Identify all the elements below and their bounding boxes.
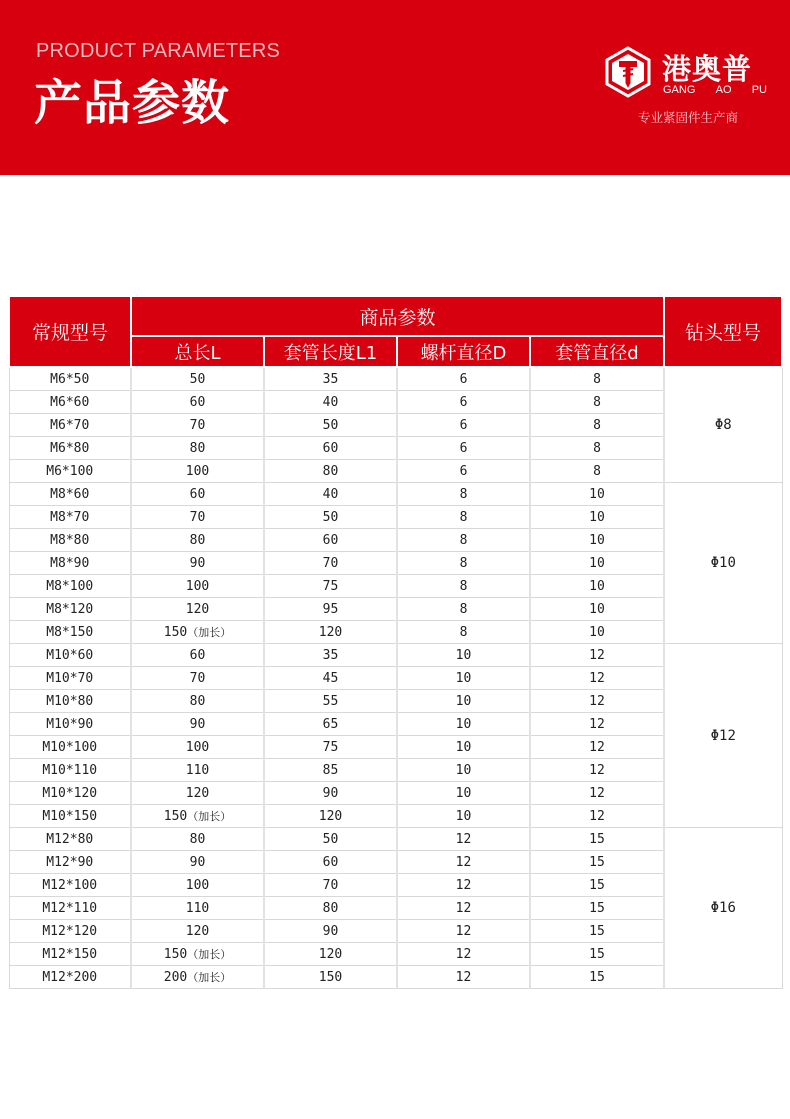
brand-name-en-part: AO (715, 84, 732, 96)
sleeve-length-cell: 65 (264, 713, 397, 736)
model-cell: M10*80 (9, 690, 131, 713)
total-length-cell (131, 483, 264, 506)
sleeve-length-cell: 75 (264, 736, 397, 759)
total-length-cell (131, 828, 264, 851)
total-length-value: 60 (189, 486, 206, 502)
bolt-diameter-cell: 8 (397, 621, 530, 644)
sleeve-length-cell: 60 (264, 851, 397, 874)
sleeve-diameter-cell: 10 (530, 621, 664, 644)
sleeve-diameter-cell: 10 (530, 598, 664, 621)
total-length-cell (131, 782, 264, 805)
total-length-value: 70 (189, 417, 206, 433)
total-length-value: 150 (163, 625, 188, 640)
model-cell: M6*100 (9, 460, 131, 483)
total-length-value: 100 (185, 739, 210, 755)
brand-name-en-part: PU (751, 84, 767, 96)
total-length-cell (131, 506, 264, 529)
header-product-params: 商品参数 (131, 296, 664, 336)
model-cell: M10*60 (9, 644, 131, 667)
sleeve-length-cell: 80 (264, 460, 397, 483)
bolt-diameter-cell: 6 (397, 367, 530, 391)
total-length-cell (131, 874, 264, 897)
total-length-value: 50 (189, 371, 206, 387)
bolt-diameter-cell: 12 (397, 874, 530, 897)
sleeve-diameter-cell: 12 (530, 782, 664, 805)
sleeve-diameter-cell: 12 (530, 713, 664, 736)
brand-tagline: 专业紧固件生产商 (638, 110, 739, 125)
total-length-cell (131, 759, 264, 782)
sleeve-length-cell: 70 (264, 552, 397, 575)
total-length-value: 70 (189, 509, 206, 525)
total-length-value: 60 (189, 394, 206, 410)
bolt-diameter-cell: 8 (397, 506, 530, 529)
model-cell: M12*120 (9, 920, 131, 943)
total-length-value: 110 (185, 762, 210, 778)
model-cell: M10*120 (9, 782, 131, 805)
total-length-value: 90 (189, 854, 206, 870)
total-length-cell (131, 460, 264, 483)
sleeve-length-cell: 60 (264, 529, 397, 552)
total-length-cell (131, 414, 264, 437)
sleeve-diameter-cell: 8 (530, 367, 664, 391)
sleeve-diameter-cell: 12 (530, 805, 664, 828)
model-cell: M10*100 (9, 736, 131, 759)
total-length-value: 200 (163, 970, 188, 985)
model-cell: M12*150 (9, 943, 131, 966)
table-row (9, 828, 782, 851)
total-length-cell (131, 690, 264, 713)
header-regular-model: 常规型号 (9, 296, 131, 367)
model-cell: M12*100 (9, 874, 131, 897)
total-length-cell (131, 529, 264, 552)
sleeve-diameter-cell: 10 (530, 575, 664, 598)
sleeve-length-cell: 85 (264, 759, 397, 782)
sleeve-length-cell: 50 (264, 828, 397, 851)
model-cell: M6*70 (9, 414, 131, 437)
table-row (9, 483, 782, 506)
total-length-value: 90 (189, 716, 206, 732)
sleeve-length-cell: 120 (264, 805, 397, 828)
total-length-cell (131, 897, 264, 920)
sleeve-length-cell: 60 (264, 437, 397, 460)
bolt-diameter-cell: 6 (397, 414, 530, 437)
sleeve-diameter-cell: 15 (530, 874, 664, 897)
sleeve-diameter-cell: 12 (530, 759, 664, 782)
total-length-cell (131, 575, 264, 598)
sleeve-diameter-cell: 15 (530, 920, 664, 943)
bolt-diameter-cell: 12 (397, 897, 530, 920)
bolt-diameter-cell: 6 (397, 391, 530, 414)
total-length-cell (131, 736, 264, 759)
sleeve-length-cell: 80 (264, 897, 397, 920)
table-row (9, 367, 782, 391)
total-length-cell (131, 713, 264, 736)
total-length-value: 80 (189, 440, 206, 456)
model-cell: M12*80 (9, 828, 131, 851)
sleeve-length-cell: 40 (264, 483, 397, 506)
table-row (9, 644, 782, 667)
total-length-value: 120 (185, 785, 210, 801)
sleeve-length-cell: 45 (264, 667, 397, 690)
sleeve-length-cell: 40 (264, 391, 397, 414)
banner-subtitle: PRODUCT PARAMETERS (36, 40, 281, 62)
total-length-value: 100 (185, 463, 210, 479)
extended-note: （加长） (187, 810, 232, 823)
bolt-diameter-cell: 12 (397, 966, 530, 989)
extended-note: （加长） (187, 626, 232, 639)
model-cell: M8*70 (9, 506, 131, 529)
bolt-diameter-cell: 10 (397, 759, 530, 782)
model-cell: M6*50 (9, 367, 131, 391)
sleeve-diameter-cell: 8 (530, 460, 664, 483)
model-cell: M10*150 (9, 805, 131, 828)
sleeve-length-cell: 120 (264, 943, 397, 966)
total-length-value: 150 (163, 809, 188, 824)
model-cell: M12*200 (9, 966, 131, 989)
sleeve-diameter-cell: 8 (530, 391, 664, 414)
sleeve-length-cell: 55 (264, 690, 397, 713)
bolt-diameter-cell: 6 (397, 460, 530, 483)
sleeve-length-cell: 75 (264, 575, 397, 598)
drill-model-cell: Φ12 (664, 644, 782, 828)
header-bolt-diameter: 螺杆直径D (397, 336, 530, 367)
sleeve-diameter-cell: 12 (530, 690, 664, 713)
total-length-cell (131, 598, 264, 621)
sleeve-length-cell: 50 (264, 506, 397, 529)
bolt-diameter-cell: 8 (397, 575, 530, 598)
total-length-cell (131, 966, 264, 989)
total-length-cell (131, 943, 264, 966)
model-cell: M8*90 (9, 552, 131, 575)
total-length-value: 80 (189, 831, 206, 847)
total-length-cell (131, 667, 264, 690)
sleeve-diameter-cell: 15 (530, 828, 664, 851)
model-cell: M8*60 (9, 483, 131, 506)
bolt-diameter-cell: 6 (397, 437, 530, 460)
model-cell: M10*70 (9, 667, 131, 690)
sleeve-diameter-cell: 15 (530, 943, 664, 966)
header-drill-model: 钻头型号 (664, 296, 782, 367)
sleeve-length-cell: 150 (264, 966, 397, 989)
total-length-cell (131, 920, 264, 943)
sleeve-diameter-cell: 10 (530, 506, 664, 529)
bolt-diameter-cell: 10 (397, 667, 530, 690)
bolt-diameter-cell: 10 (397, 713, 530, 736)
sleeve-length-cell: 50 (264, 414, 397, 437)
total-length-cell (131, 851, 264, 874)
bolt-diameter-cell: 8 (397, 483, 530, 506)
model-cell: M8*150 (9, 621, 131, 644)
header-banner (0, 0, 790, 175)
total-length-cell (131, 621, 264, 644)
sleeve-diameter-cell: 15 (530, 897, 664, 920)
total-length-value: 80 (189, 693, 206, 709)
bolt-diameter-cell: 10 (397, 736, 530, 759)
total-length-value: 150 (163, 947, 188, 962)
sleeve-diameter-cell: 10 (530, 529, 664, 552)
extended-note: （加长） (187, 948, 232, 961)
extended-note: （加长） (187, 971, 232, 984)
total-length-cell (131, 391, 264, 414)
sleeve-diameter-cell: 12 (530, 644, 664, 667)
model-cell: M6*60 (9, 391, 131, 414)
total-length-value: 120 (185, 601, 210, 617)
bolt-diameter-cell: 8 (397, 529, 530, 552)
model-cell: M8*120 (9, 598, 131, 621)
sleeve-length-cell: 35 (264, 644, 397, 667)
bolt-diameter-cell: 12 (397, 920, 530, 943)
page-title: 产品参数 (34, 75, 231, 131)
sleeve-diameter-cell: 10 (530, 552, 664, 575)
sleeve-diameter-cell: 15 (530, 966, 664, 989)
model-cell: M12*90 (9, 851, 131, 874)
total-length-value: 90 (189, 555, 206, 571)
model-cell: M6*80 (9, 437, 131, 460)
bolt-diameter-cell: 10 (397, 805, 530, 828)
sleeve-diameter-cell: 8 (530, 437, 664, 460)
sleeve-length-cell: 90 (264, 782, 397, 805)
sleeve-diameter-cell: 12 (530, 667, 664, 690)
sleeve-length-cell: 70 (264, 874, 397, 897)
brand-name-en (663, 84, 767, 96)
bolt-diameter-cell: 10 (397, 644, 530, 667)
total-length-cell (131, 367, 264, 391)
table-body (9, 367, 782, 989)
model-cell: M10*110 (9, 759, 131, 782)
sleeve-diameter-cell: 12 (530, 736, 664, 759)
total-length-value: 80 (189, 532, 206, 548)
total-length-value: 100 (185, 578, 210, 594)
sleeve-diameter-cell: 10 (530, 483, 664, 506)
bolt-diameter-cell: 12 (397, 828, 530, 851)
header-total-length: 总长L (131, 336, 264, 367)
sleeve-length-cell: 90 (264, 920, 397, 943)
bolt-diameter-cell: 8 (397, 598, 530, 621)
total-length-value: 70 (189, 670, 206, 686)
screw-hexagon-icon (602, 46, 654, 98)
total-length-cell (131, 437, 264, 460)
model-cell: M12*110 (9, 897, 131, 920)
bolt-diameter-cell: 8 (397, 552, 530, 575)
total-length-value: 60 (189, 647, 206, 663)
header-sleeve-diameter: 套管直径d (530, 336, 664, 367)
total-length-value: 110 (185, 900, 210, 916)
model-cell: M10*90 (9, 713, 131, 736)
total-length-cell (131, 805, 264, 828)
header-sleeve-length: 套管长度L1 (264, 336, 397, 367)
model-cell: M8*80 (9, 529, 131, 552)
total-length-cell (131, 552, 264, 575)
total-length-value: 100 (185, 877, 210, 893)
product-parameters-table (8, 295, 783, 989)
bolt-diameter-cell: 10 (397, 782, 530, 805)
bolt-diameter-cell: 10 (397, 690, 530, 713)
drill-model-cell: Φ16 (664, 828, 782, 989)
sleeve-length-cell: 95 (264, 598, 397, 621)
brand-name-en-part: GANG (663, 84, 696, 96)
total-length-cell (131, 644, 264, 667)
sleeve-length-cell: 120 (264, 621, 397, 644)
total-length-value: 120 (185, 923, 210, 939)
bolt-diameter-cell: 12 (397, 851, 530, 874)
sleeve-length-cell: 35 (264, 367, 397, 391)
brand-name: 港奥普 (662, 52, 753, 86)
sleeve-diameter-cell: 15 (530, 851, 664, 874)
model-cell: M8*100 (9, 575, 131, 598)
sleeve-diameter-cell: 8 (530, 414, 664, 437)
drill-model-cell: Φ8 (664, 367, 782, 483)
drill-model-cell: Φ10 (664, 483, 782, 644)
bolt-diameter-cell: 12 (397, 943, 530, 966)
